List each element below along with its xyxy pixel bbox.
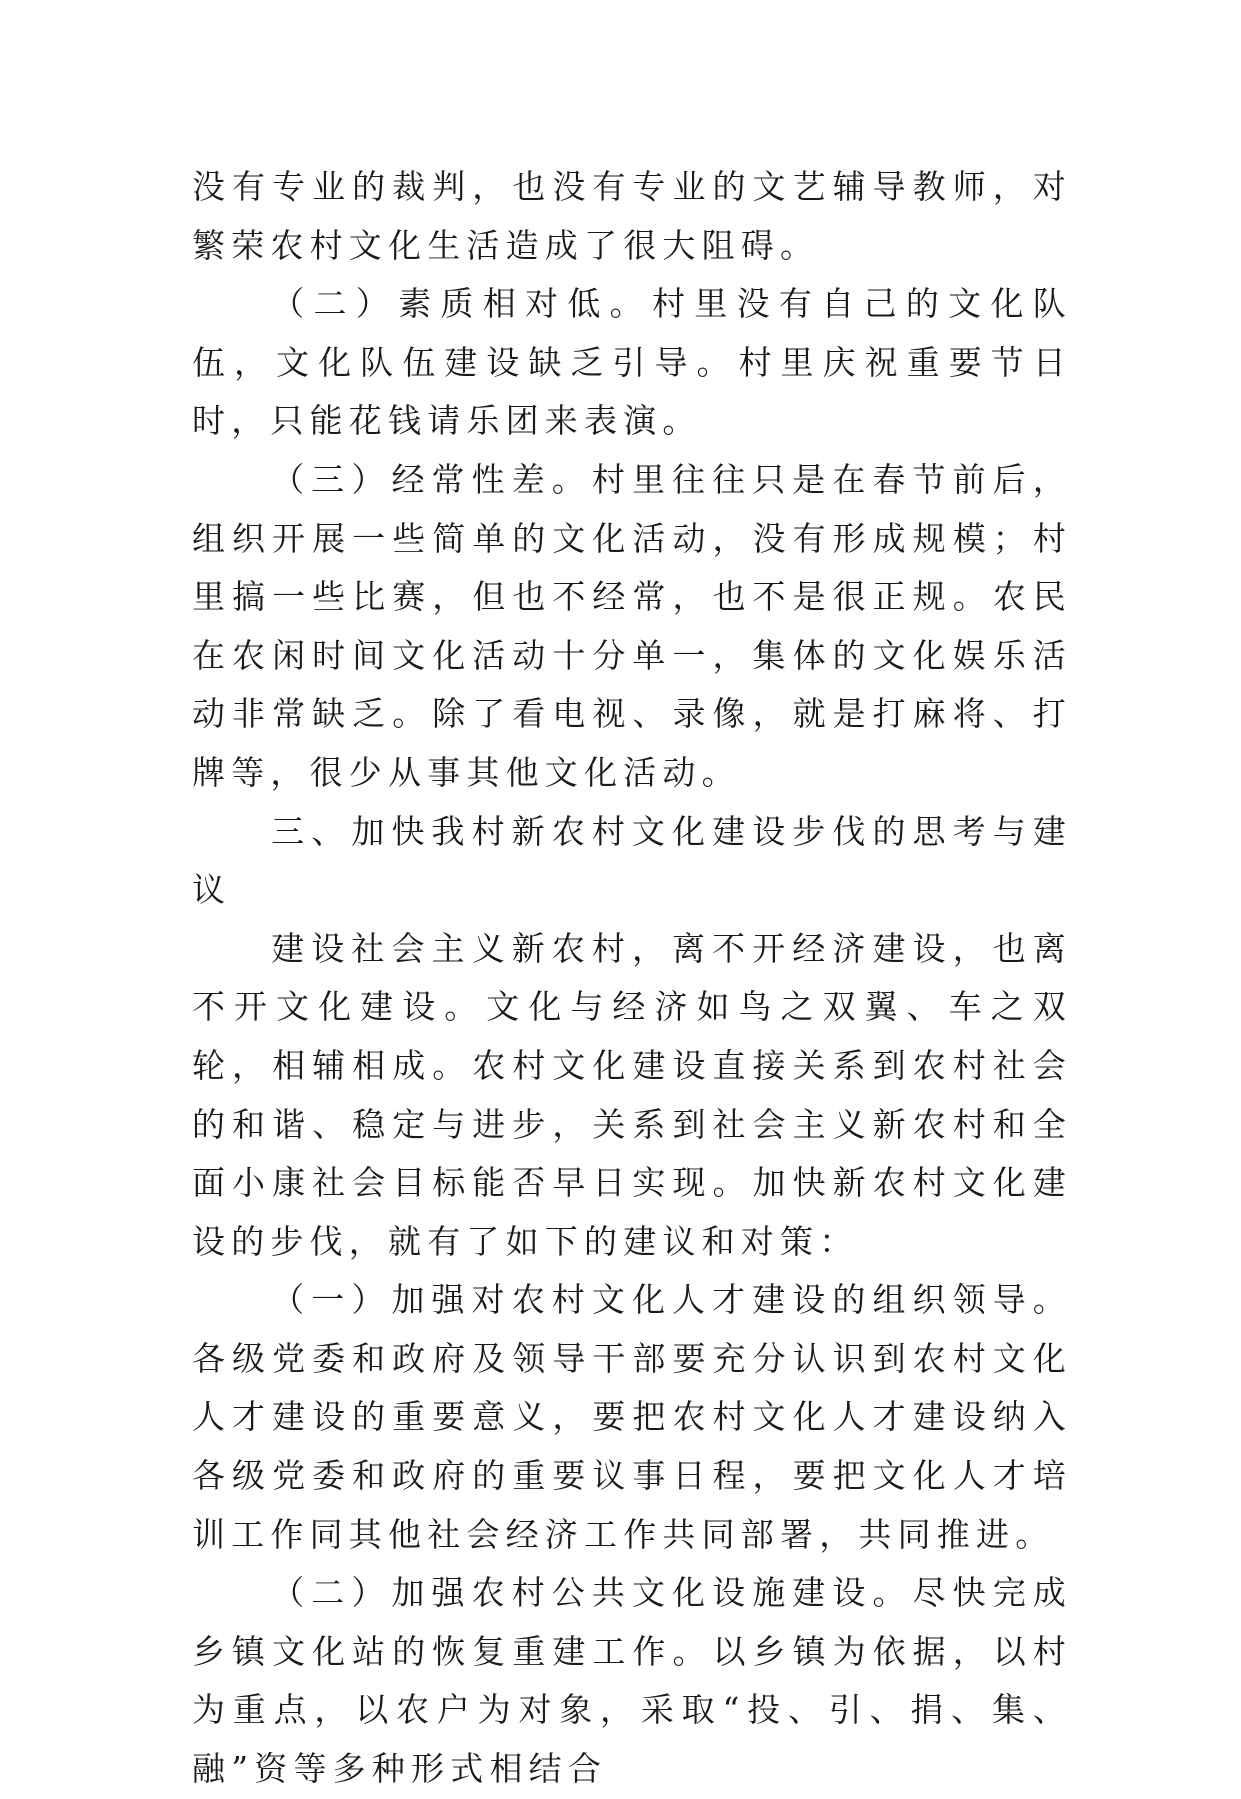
paragraph-quality-low: （二）素质相对低。村里没有自己的文化队伍，文化队伍建设缺乏引导。村里庆祝重要节日时，只能花钱请乐团来表演。 <box>192 284 1072 441</box>
document-body <box>192 158 1072 1799</box>
section-heading: 三、加快我村新农村文化建设步伐的思考与建议 <box>192 811 1072 910</box>
paragraph-suggestion-two: （二）加强农村公共文化设施建设。尽快完成乡镇文化站的恢复重建工作。以乡镇为依据，以村为重点，以农户为对象，采取“投、引、捐、集、融”资等多种形式相结合 <box>192 1573 1072 1789</box>
paragraph-poor-regularity: （三）经常性差。村里往往只是在春节前后，组织开展一些简单的文化活动，没有形成规模；村里搞一些比赛，但也不经常，也不是很正规。农民在农闲时间文化活动十分单一，集体的文化娱乐活动非常缺乏。除了看电视、录像，就是打麻将、打牌等，很少从事其他文化活动。 <box>192 459 1072 792</box>
paragraph-suggestion-one: （一）加强对农村文化人才建设的组织领导。各级党委和政府及领导干部要充分认识到农村文化人才建设的重要意义，要把农村文化人才建设纳入各级党委和政府的重要议事日程，要把文化人才培训工作同其他社会经济工作共同部署，共同推进。 <box>192 1280 1072 1554</box>
paragraph-intro-suggestions: 建设社会主义新农村，离不开经济建设，也离不开文化建设。文化与经济如鸟之双翼、车之双轮，相辅相成。农村文化建设直接关系到农村社会的和谐、稳定与进步，关系到社会主义新农村和全面小康社会目标能否早日实现。加快新农村文化建设的步伐，就有了如下的建议和对策： <box>192 928 1072 1261</box>
paragraph-continued: 没有专业的裁判，也没有专业的文艺辅导教师，对繁荣农村文化生活造成了很大阻碍。 <box>192 167 1072 265</box>
